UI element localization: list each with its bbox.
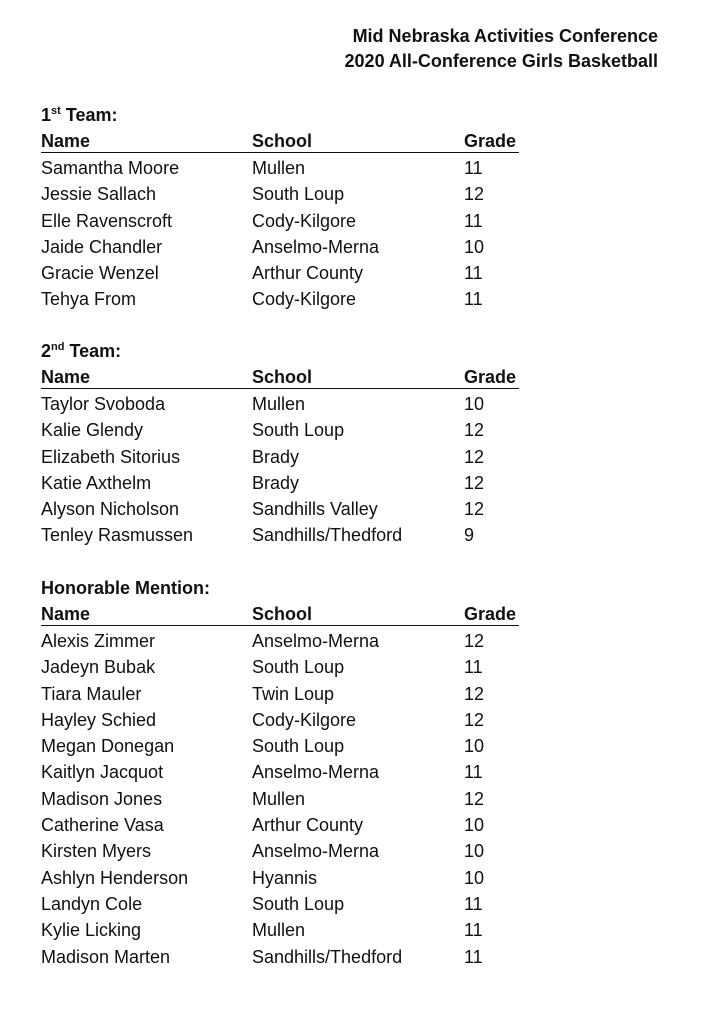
grade-value: 10 bbox=[464, 394, 485, 414]
table-row bbox=[41, 681, 519, 707]
player-name: Katie Axthelm bbox=[41, 472, 152, 493]
grade-value: 12 bbox=[464, 788, 485, 809]
table-row bbox=[41, 891, 519, 917]
school-name: Hyannis bbox=[252, 867, 318, 888]
school-name: Mullen bbox=[252, 158, 306, 178]
table-row bbox=[41, 286, 519, 312]
name-column-header: Name bbox=[41, 604, 91, 624]
honorable-mention-rows bbox=[41, 628, 519, 970]
school-name: Brady bbox=[252, 472, 300, 493]
grade-value: 11 bbox=[464, 158, 483, 178]
school-name: Cody-Kilgore bbox=[252, 709, 357, 730]
grade-value: 10 bbox=[464, 815, 485, 836]
grade-value: 12 bbox=[464, 446, 485, 467]
table-row bbox=[41, 208, 519, 234]
school-name: Mullen bbox=[252, 394, 306, 414]
player-name: Jaide Chandler bbox=[41, 236, 163, 257]
player-name: Kylie Licking bbox=[41, 920, 142, 941]
conference-title: Mid Nebraska Activities Conference bbox=[352, 26, 658, 46]
first-team-rows bbox=[41, 155, 519, 313]
table-row bbox=[41, 812, 519, 838]
second-team-title: 2nd Team: bbox=[41, 341, 122, 361]
player-name: Gracie Wenzel bbox=[41, 263, 159, 284]
table-row bbox=[41, 444, 519, 470]
table-header bbox=[41, 364, 519, 389]
player-name: Kalie Glendy bbox=[41, 420, 144, 441]
player-name: Jadeyn Bubak bbox=[41, 657, 156, 678]
school-name: Sandhills/Thedford bbox=[252, 946, 403, 967]
grade-value: 12 bbox=[464, 472, 485, 493]
table-row bbox=[41, 496, 519, 522]
honorable-mention-section bbox=[41, 575, 519, 970]
school-name: Cody-Kilgore bbox=[252, 210, 357, 231]
player-name: Taylor Svoboda bbox=[41, 394, 166, 414]
grade-value: 10 bbox=[464, 736, 485, 757]
grade-value: 9 bbox=[464, 525, 475, 546]
school-name: Arthur County bbox=[252, 815, 364, 836]
grade-value: 11 bbox=[464, 289, 483, 310]
school-name: Brady bbox=[252, 446, 300, 467]
grade-value: 12 bbox=[464, 499, 485, 520]
player-name: Madison Jones bbox=[41, 788, 163, 809]
second-team-section bbox=[41, 338, 519, 549]
school-name: Anselmo-Merna bbox=[252, 236, 380, 257]
school-name: Anselmo-Merna bbox=[252, 762, 380, 783]
grade-value: 10 bbox=[464, 236, 485, 257]
name-column-header: Name bbox=[41, 131, 91, 151]
table-row bbox=[41, 470, 519, 496]
player-name: Tehya From bbox=[41, 289, 137, 310]
player-name: Hayley Schied bbox=[41, 709, 157, 730]
document-header bbox=[345, 24, 658, 74]
grade-value: 11 bbox=[464, 210, 483, 231]
table-row bbox=[41, 838, 519, 864]
player-name: Catherine Vasa bbox=[41, 815, 164, 836]
player-name: Alyson Nicholson bbox=[41, 499, 180, 520]
player-name: Tiara Mauler bbox=[41, 683, 142, 704]
school-name: Twin Loup bbox=[252, 683, 335, 704]
school-name: Sandhills Valley bbox=[252, 499, 378, 520]
school-name: South Loup bbox=[252, 736, 345, 757]
player-name: Jessie Sallach bbox=[41, 184, 157, 205]
school-name: South Loup bbox=[252, 657, 345, 678]
grade-value: 12 bbox=[464, 709, 485, 730]
player-name: Samantha Moore bbox=[41, 158, 180, 178]
table-row bbox=[41, 155, 519, 181]
school-column-header: School bbox=[252, 131, 313, 151]
table-row bbox=[41, 522, 519, 548]
honorable-mention-title: Honorable Mention: bbox=[41, 578, 210, 598]
first-team-title: 1st Team: bbox=[41, 105, 118, 125]
school-name: South Loup bbox=[252, 420, 345, 441]
grade-column-header: Grade bbox=[464, 367, 517, 387]
table-row bbox=[41, 628, 519, 654]
grade-column-header: Grade bbox=[464, 131, 517, 151]
grade-value: 11 bbox=[464, 263, 483, 284]
table-row bbox=[41, 786, 519, 812]
school-name: Mullen bbox=[252, 920, 306, 941]
grade-column-header: Grade bbox=[464, 604, 517, 624]
school-column-header: School bbox=[252, 604, 313, 624]
grade-value: 10 bbox=[464, 867, 485, 888]
table-row bbox=[41, 260, 519, 286]
player-name: Landyn Cole bbox=[41, 893, 143, 914]
school-name: Anselmo-Merna bbox=[252, 841, 380, 862]
player-name: Madison Marten bbox=[41, 946, 171, 967]
table-row bbox=[41, 707, 519, 733]
table-row bbox=[41, 944, 519, 970]
grade-value: 12 bbox=[464, 420, 485, 441]
grade-value: 12 bbox=[464, 683, 485, 704]
school-name: Cody-Kilgore bbox=[252, 289, 357, 310]
player-name: Kirsten Myers bbox=[41, 841, 152, 862]
table-row bbox=[41, 733, 519, 759]
player-name: Tenley Rasmussen bbox=[41, 525, 194, 546]
school-name: Arthur County bbox=[252, 263, 364, 284]
table-row bbox=[41, 391, 519, 417]
player-name: Alexis Zimmer bbox=[41, 631, 156, 651]
table-header bbox=[41, 128, 519, 153]
player-name: Elizabeth Sitorius bbox=[41, 446, 181, 467]
school-name: South Loup bbox=[252, 893, 345, 914]
school-name: South Loup bbox=[252, 184, 345, 205]
grade-value: 12 bbox=[464, 631, 485, 651]
table-row bbox=[41, 654, 519, 680]
document-title: 2020 All-Conference Girls Basketball bbox=[344, 51, 658, 71]
table-row bbox=[41, 234, 519, 260]
table-row bbox=[41, 759, 519, 785]
grade-value: 11 bbox=[464, 920, 483, 941]
school-name: Sandhills/Thedford bbox=[252, 525, 403, 546]
grade-value: 11 bbox=[464, 762, 483, 783]
grade-value: 12 bbox=[464, 184, 485, 205]
table-row bbox=[41, 181, 519, 207]
school-name: Mullen bbox=[252, 788, 306, 809]
second-team-rows bbox=[41, 391, 519, 549]
grade-value: 11 bbox=[464, 946, 483, 967]
player-name: Elle Ravenscroft bbox=[41, 210, 173, 231]
player-name: Megan Donegan bbox=[41, 736, 175, 757]
first-team-section bbox=[41, 102, 519, 313]
player-name: Kaitlyn Jacquot bbox=[41, 762, 164, 783]
school-column-header: School bbox=[252, 367, 313, 387]
table-row bbox=[41, 865, 519, 891]
name-column-header: Name bbox=[41, 367, 91, 387]
school-name: Anselmo-Merna bbox=[252, 631, 380, 651]
table-row bbox=[41, 917, 519, 943]
table-row bbox=[41, 417, 519, 443]
grade-value: 10 bbox=[464, 841, 485, 862]
grade-value: 11 bbox=[464, 657, 483, 678]
table-header bbox=[41, 601, 519, 626]
player-name: Ashlyn Henderson bbox=[41, 867, 189, 888]
grade-value: 11 bbox=[464, 893, 483, 914]
